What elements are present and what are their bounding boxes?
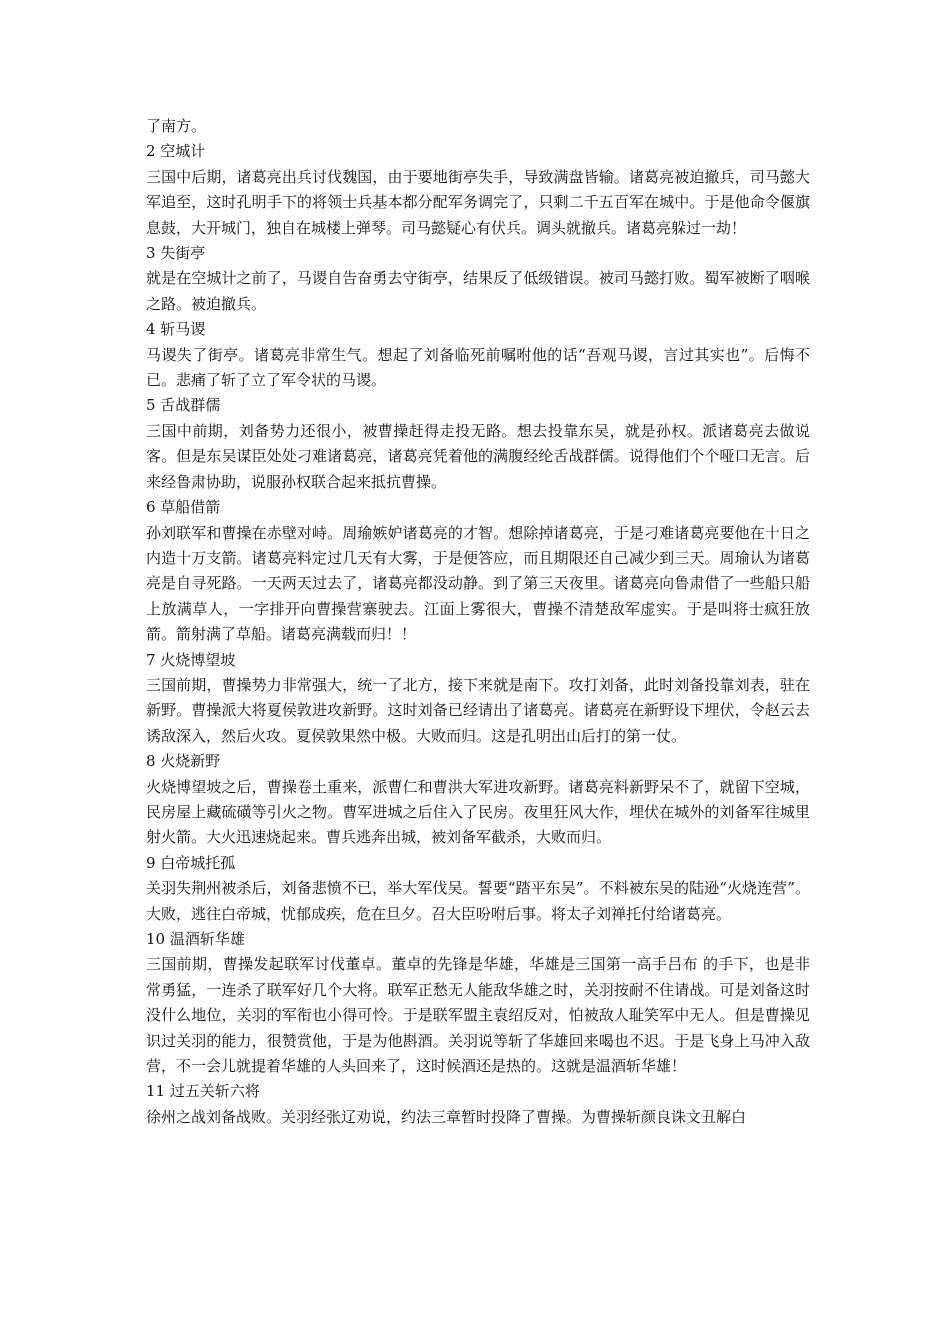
- section-heading: 8 火烧新野: [146, 752, 221, 771]
- document-body: [146, 114, 810, 1130]
- section-paragraph: 三国前期，曹操势力非常强大，统一了北方，接下来就是南下。攻打刘备，此时刘备投靠刘表，驻在新野。曹操派大将夏侯敦进攻新野。这时刘备已经请出了诸葛亮。诸葛亮在新野设下埋伏，令赵云去诱敌深入，然后火攻。夏侯敦果然中极。大败而归。这是孔明出山后打的第一仗。: [146, 675, 810, 745]
- section-heading: 2 空城计: [146, 142, 206, 161]
- section-paragraph: 火烧博望坡之后，曹操卷土重来，派曹仁和曹洪大军进攻新野。诸葛亮料新野呆不了，就留下空城，民房屋上藏硫磺等引火之物。曹军进城之后住入了民房。夜里狂风大作，埋伏在城外的刘备军往城里射火箭。大火迅速烧起来。曹兵逃奔出城，被刘备军截杀，大败而归。: [146, 777, 810, 847]
- section-heading: 11 过五关斩六将: [146, 1082, 260, 1101]
- section-heading: 6 草船借箭: [146, 498, 221, 517]
- section-heading: 9 白帝城托孤: [146, 853, 236, 872]
- section-paragraph: 三国中前期，刘备势力还很小，被曹操赶得走投无路。想去投靠东吴，就是孙权。派诸葛亮去做说客。但是东吴谋臣处处刁难诸葛亮，诸葛亮凭着他的满腹经纶舌战群儒。说得他们个个哑口无言。后来经鲁肃协助，说服孙权联合起来抵抗曹操。: [146, 421, 810, 491]
- section-heading: 5 舌战群儒: [146, 396, 221, 415]
- section-paragraph: 关羽失荆州被杀后，刘备悲愤不已，举大军伐吴。誓要“踏平东吴”。不料被东吴的陆逊“火烧连营”。大败，逃往白帝城，忧郁成疾，危在旦夕。召大臣吩咐后事。将太子刘禅托付给诸葛亮。: [146, 879, 810, 923]
- section-paragraph: 三国前期，曹操发起联军讨伐董卓。董卓的先锋是华雄，华雄是三国第一高手吕布 的手下，也是非常勇猛，一连杀了联军好几个大将。联军正愁无人能敌华雄之时，关羽按耐不住请战。可是刘备这时没什么地位，关羽的军衔也小得可怜。于是联军盟主袁绍反对，怕被敌人耻笑军中无人。但是曹操见识过关羽的能力，很赞赏他，于是为他斟酒。关羽说等斩了华雄回来喝也不迟。于是飞身上马冲入敌营，不一会儿就提着华雄的人头回来了，这时候酒还是热的。这就是温酒斩华雄！: [146, 955, 810, 1076]
- section-heading: 10 温酒斩华雄: [146, 930, 245, 948]
- section-paragraph: 孙刘联军和曹操在赤壁对峙。周瑜嫉妒诸葛亮的才智。想除掉诸葛亮，于是刁难诸葛亮要他在十日之内造十万支箭。诸葛亮料定过几天有大雾，于是便答应，而且期限还自己减少到三天。周瑜认为诸葛亮是自寻死路。一天两天过去了，诸葛亮都没动静。到了第三天夜里。诸葛亮向鲁肃借了一些船只船上放满草人，一字排开向曹操营寨驶去。江面上雾很大，曹操不清楚敌军虚实。于是叫将士疯狂放箭。箭射满了草船。诸葛亮满载而归！！: [146, 523, 810, 644]
- section-paragraph: 三国中后期，诸葛亮出兵讨伐魏国，由于要地街亭失手，导致满盘皆输。诸葛亮被迫撤兵，司马懿大军追至，这时孔明手下的将领士兵基本都分配军务调完了，只剩二千五百军在城中。于是他命令偃旗息鼓，大开城门，独自在城楼上弹琴。司马懿疑心有伏兵。调头就撤兵。诸葛亮躲过一劫！: [146, 167, 810, 237]
- section-paragraph: 马谡失了街亭。诸葛亮非常生气。想起了刘备临死前嘱咐他的话“吾观马谡，言过其实也”。后悔不已。悲痛了斩了立了军令状的马谡。: [146, 345, 810, 390]
- lead-line: 了南方。: [146, 117, 207, 135]
- section-heading: 3 失街亭: [146, 244, 206, 263]
- section-paragraph: 就是在空城计之前了，马谡自告奋勇去守街亭，结果反了低级错误。被司马懿打败。蜀军被断了咽喉之路。被迫撤兵。: [146, 269, 810, 313]
- section-heading: 4 斩马谡: [146, 320, 206, 339]
- section-heading: 7 火烧博望坡: [146, 650, 236, 669]
- section-paragraph: 徐州之战刘备战败。关羽经张辽劝说，约法三章暂时投降了曹操。为曹操斩颜良诛文丑解白: [146, 1107, 747, 1126]
